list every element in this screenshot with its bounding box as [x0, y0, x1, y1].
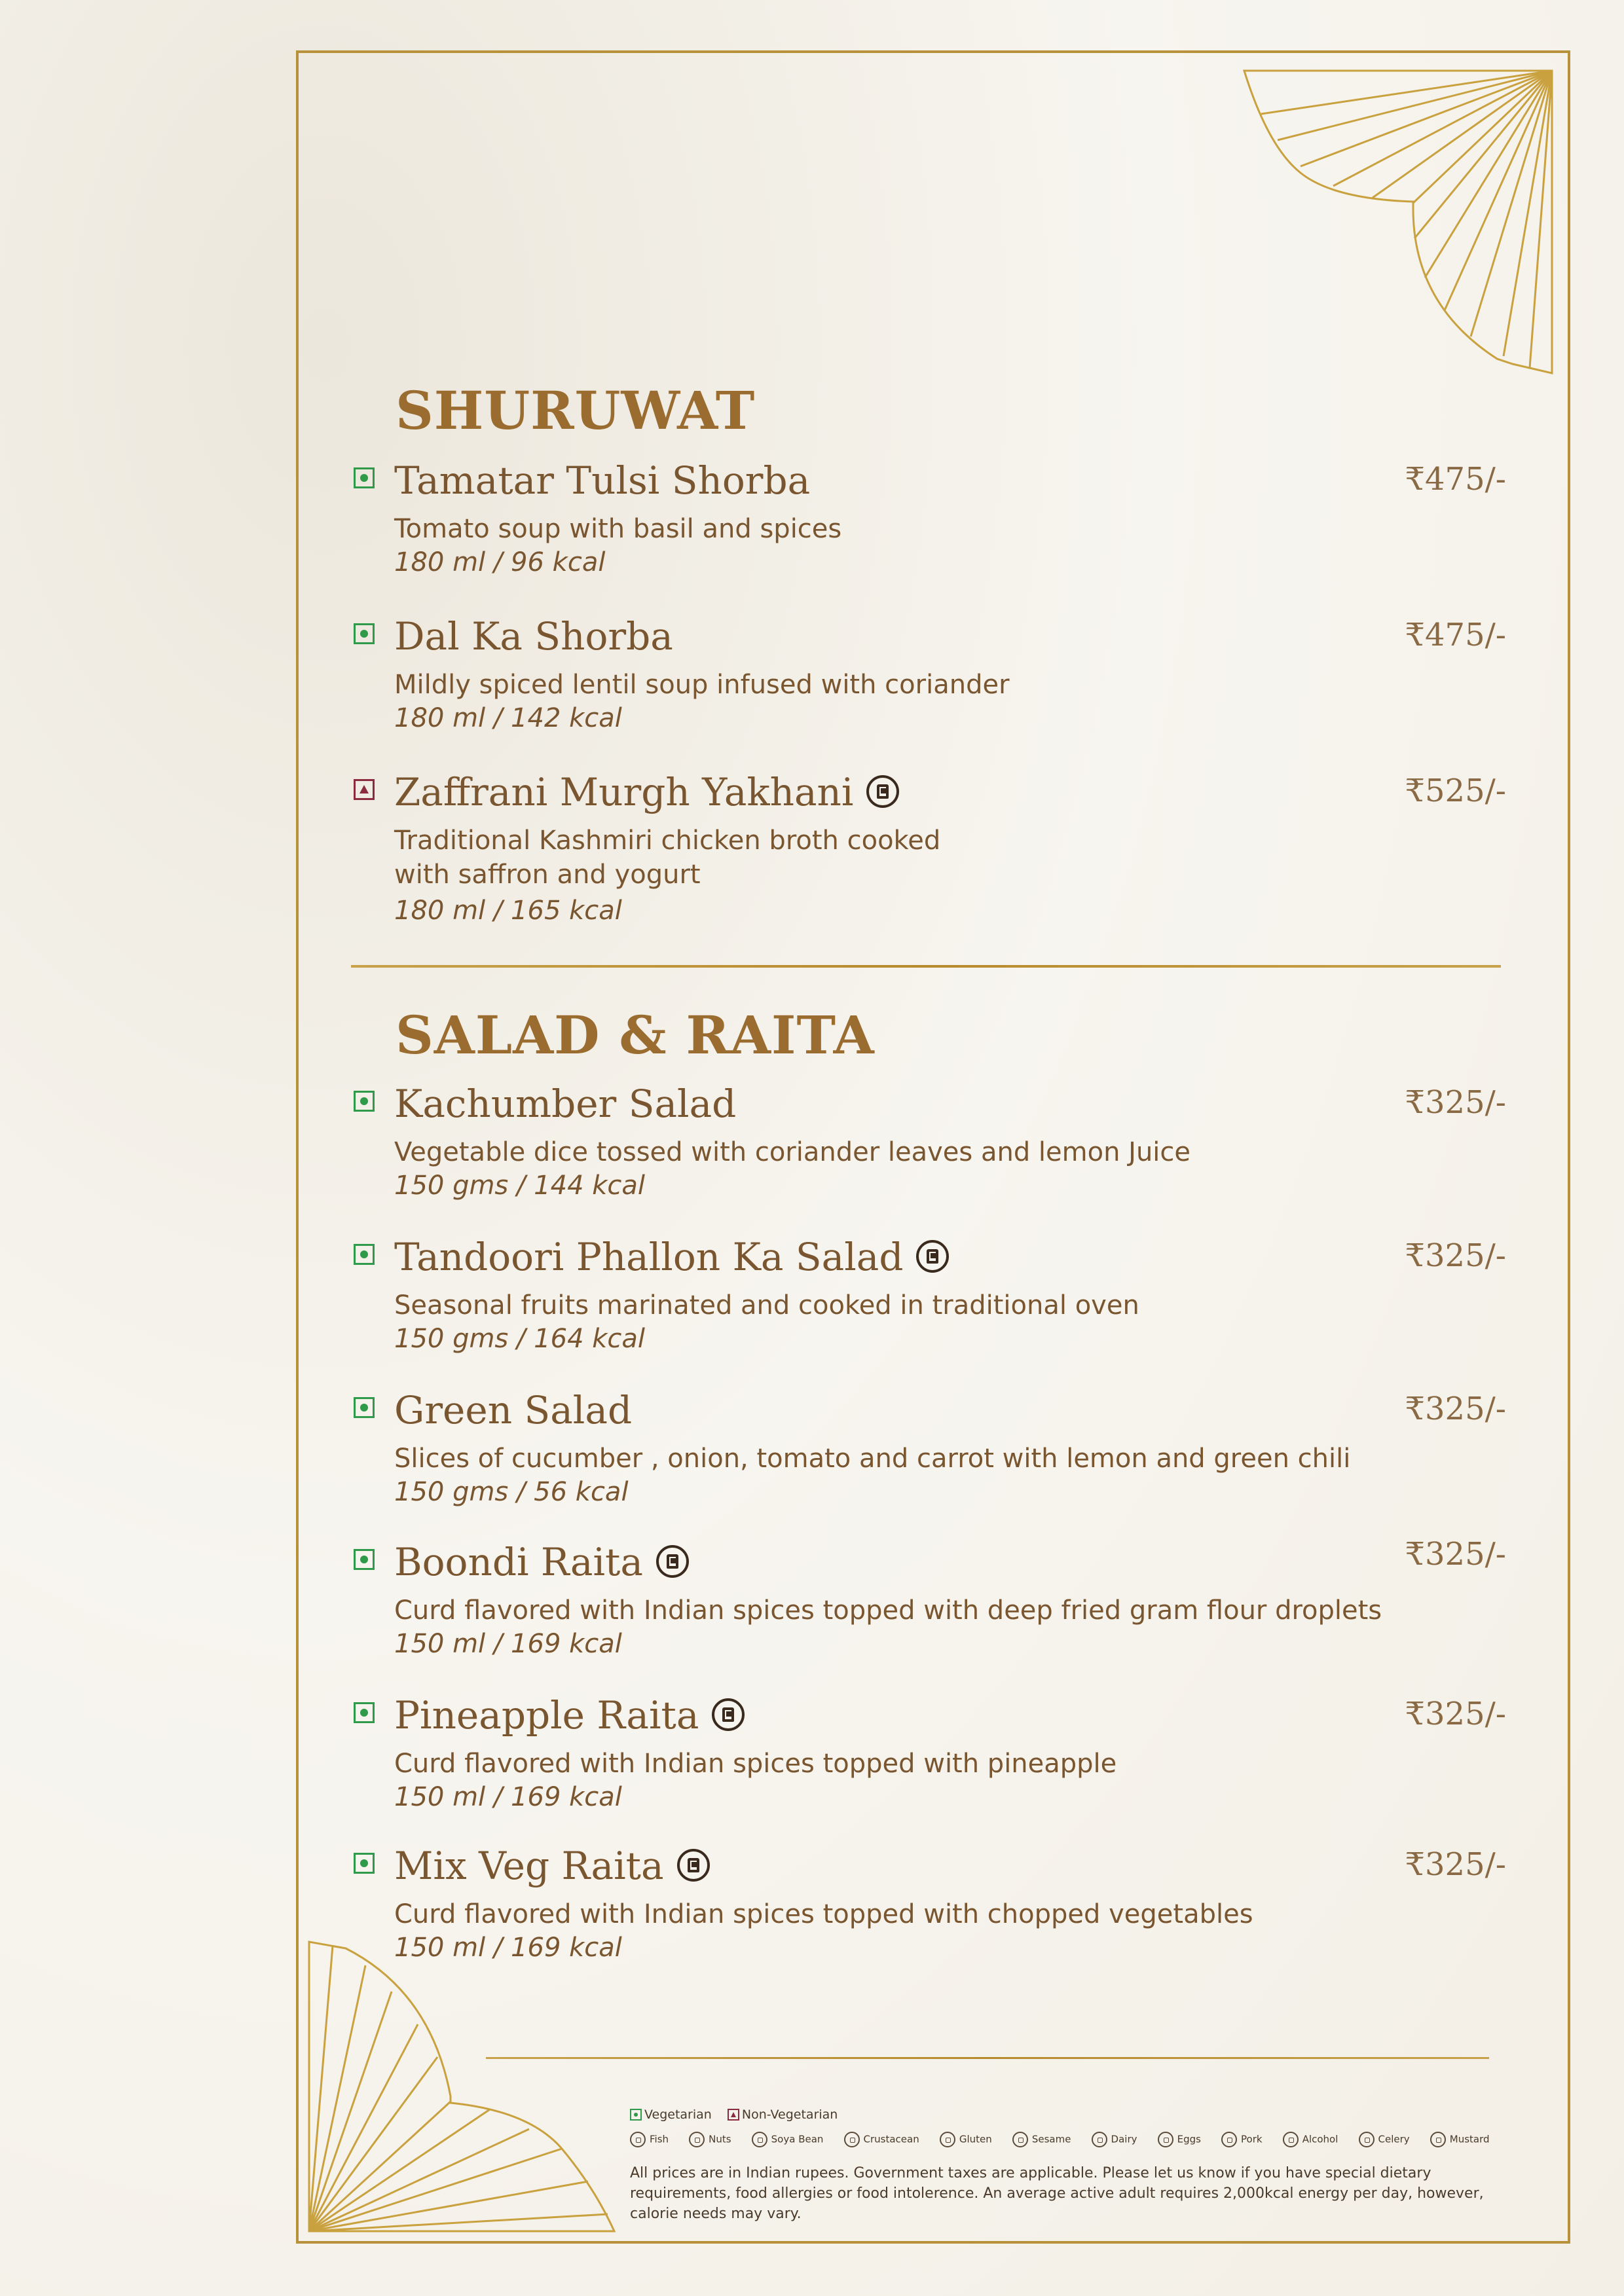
item-description: Curd flavored with Indian spices topped with pineapple: [394, 1749, 1117, 1779]
alcohol-icon: [1283, 2132, 1299, 2147]
item-description: Curd flavored with Indian spices topped with chopped vegetables: [394, 1899, 1253, 1929]
item-name: Kachumber Salad: [394, 1082, 737, 1126]
dairy-icon: [866, 775, 899, 808]
item-price: ₹525/-: [1405, 773, 1506, 809]
item-name: [394, 1540, 689, 1584]
non-veg-icon: [728, 2109, 739, 2121]
item-description: Slices of cucumber , onion, tomato and carrot with lemon and green chili: [394, 1444, 1351, 1474]
allergen-celery: [1359, 2132, 1410, 2147]
item-name: [394, 1235, 949, 1279]
veg-icon: [630, 2109, 642, 2121]
allergen-label: Alcohol: [1302, 2133, 1338, 2145]
dairy-icon: [677, 1849, 710, 1882]
menu-item: [354, 1693, 1506, 1824]
allergen-label: Dairy: [1111, 2133, 1137, 2145]
non-veg-icon: [354, 779, 375, 800]
allergen-fish: [630, 2132, 669, 2147]
item-name: Green Salad: [394, 1388, 633, 1432]
item-description: Mildly spiced lentil soup infused with coriander: [394, 670, 1010, 700]
allergen-dairy: [1092, 2132, 1137, 2147]
item-price: ₹325/-: [1405, 1084, 1506, 1121]
diet-type-legend: [630, 2107, 1521, 2125]
item-name-text: Mix Veg Raita: [394, 1844, 664, 1888]
item-price: ₹325/-: [1405, 1846, 1506, 1883]
mustard-icon: [1430, 2132, 1446, 2147]
celery-icon: [1359, 2132, 1375, 2147]
allergen-gluten: [940, 2132, 992, 2147]
item-nutrition: 180 ml / 142 kcal: [394, 703, 622, 733]
menu-item: [354, 614, 1506, 745]
item-nutrition: 150 ml / 169 kcal: [394, 1782, 622, 1812]
menu-item: [354, 1388, 1506, 1519]
veg-icon: [354, 1397, 375, 1418]
pricing-disclaimer: All prices are in Indian rupees. Government taxes are applicable. Please let us know if you have special dietary requirements, food allergies or food intolerence. An average active adult requires 2,000kcal energy per day, however, calorie needs may vary.: [630, 2165, 1484, 2222]
allergen-label: Eggs: [1177, 2133, 1201, 2145]
allergen-crustacean: [844, 2132, 919, 2147]
item-nutrition: 150 gms / 144 kcal: [394, 1171, 646, 1201]
allergen-eggs: [1158, 2132, 1201, 2147]
item-description: Tomato soup with basil and spices: [394, 514, 842, 544]
allergen-label: Celery: [1378, 2133, 1410, 2145]
item-description: Vegetable dice tossed with coriander leaves and lemon Juice: [394, 1137, 1191, 1167]
item-name-text: Zaffrani Murgh Yakhani: [394, 770, 854, 814]
footer-divider: [486, 2057, 1489, 2059]
item-price: ₹325/-: [1405, 1237, 1506, 1274]
allergen-mustard: [1430, 2132, 1490, 2147]
menu-item: [354, 1235, 1506, 1366]
item-description: Traditional Kashmiri chicken broth cooked with saffron and yogurt: [394, 826, 941, 890]
item-nutrition: 150 gms / 164 kcal: [394, 1324, 646, 1354]
veg-icon: [354, 1702, 375, 1723]
allergen-label: Nuts: [709, 2133, 731, 2145]
section-title-salad-raita: SALAD & RAITA: [396, 1004, 875, 1066]
section-title-shuruwat: SHURUWAT: [396, 380, 756, 441]
item-description: Curd flavored with Indian spices topped with deep fried gram flour droplets: [394, 1595, 1382, 1626]
veg-icon: [354, 1549, 375, 1570]
item-nutrition: 180 ml / 165 kcal: [394, 896, 622, 926]
item-description: Seasonal fruits marinated and cooked in traditional oven: [394, 1290, 1139, 1321]
allergen-soya-bean: [752, 2132, 824, 2147]
corner-ornament-bottom-left: [306, 1939, 621, 2234]
allergen-alcohol: [1283, 2132, 1338, 2147]
dietary-legend: [630, 2107, 1521, 2224]
item-nutrition: 150 gms / 56 kcal: [394, 1477, 629, 1507]
item-name-text: Pineapple Raita: [394, 1693, 699, 1738]
item-name: [394, 770, 899, 814]
allergen-label: Crustacean: [863, 2133, 919, 2145]
allergen-label: Fish: [650, 2133, 669, 2145]
corner-ornament-top-right: [1242, 68, 1556, 376]
item-name-text: Tandoori Phallon Ka Salad: [394, 1235, 904, 1279]
veg-icon: [354, 1244, 375, 1265]
fish-icon: [630, 2132, 646, 2147]
allergen-label: Soya Bean: [771, 2133, 824, 2145]
allergen-sesame: [1012, 2132, 1071, 2147]
item-price: ₹475/-: [1405, 461, 1506, 498]
allergen-label: Gluten: [959, 2133, 992, 2145]
eggs-icon: [1158, 2132, 1173, 2147]
allergen-label: Mustard: [1449, 2133, 1490, 2145]
item-price: ₹325/-: [1405, 1391, 1506, 1427]
section-divider: [351, 965, 1501, 968]
menu-item: [354, 1536, 1506, 1671]
menu-item: [354, 1082, 1506, 1212]
pork-icon: [1221, 2132, 1237, 2147]
item-name: [394, 1844, 710, 1888]
item-nutrition: 180 ml / 96 kcal: [394, 547, 606, 577]
veg-icon: [354, 1853, 375, 1874]
item-name: Dal Ka Shorba: [394, 614, 673, 659]
item-name-text: Boondi Raita: [394, 1540, 643, 1584]
item-price: ₹475/-: [1405, 617, 1506, 653]
dairy-icon: [916, 1240, 949, 1273]
legend-veg-label: Vegetarian: [644, 2107, 712, 2122]
sesame-icon: [1012, 2132, 1028, 2147]
item-name: Tamatar Tulsi Shorba: [394, 458, 811, 503]
menu-item: [354, 458, 1506, 589]
allergen-legend: [630, 2132, 1521, 2151]
legend-non-veg-label: Non-Vegetarian: [741, 2107, 838, 2122]
veg-icon: [354, 1091, 375, 1112]
item-nutrition: 150 ml / 169 kcal: [394, 1629, 622, 1659]
veg-icon: [354, 623, 375, 644]
item-price: ₹325/-: [1405, 1536, 1506, 1573]
allergen-label: Pork: [1241, 2133, 1263, 2145]
crustacean-icon: [844, 2132, 860, 2147]
allergen-pork: [1221, 2132, 1263, 2147]
item-name: [394, 1693, 745, 1738]
menu-item: [354, 770, 1506, 940]
allergen-nuts: [689, 2132, 731, 2147]
gluten-icon: [940, 2132, 955, 2147]
nuts-icon: [689, 2132, 705, 2147]
item-price: ₹325/-: [1405, 1696, 1506, 1732]
allergen-label: Sesame: [1031, 2133, 1071, 2145]
soya-bean-icon: [752, 2132, 767, 2147]
dairy-icon: [656, 1545, 689, 1578]
item-nutrition: 150 ml / 169 kcal: [394, 1933, 622, 1963]
dairy-icon: [1092, 2132, 1107, 2147]
dairy-icon: [712, 1698, 745, 1731]
veg-icon: [354, 467, 375, 488]
menu-item: [354, 1844, 1506, 1975]
